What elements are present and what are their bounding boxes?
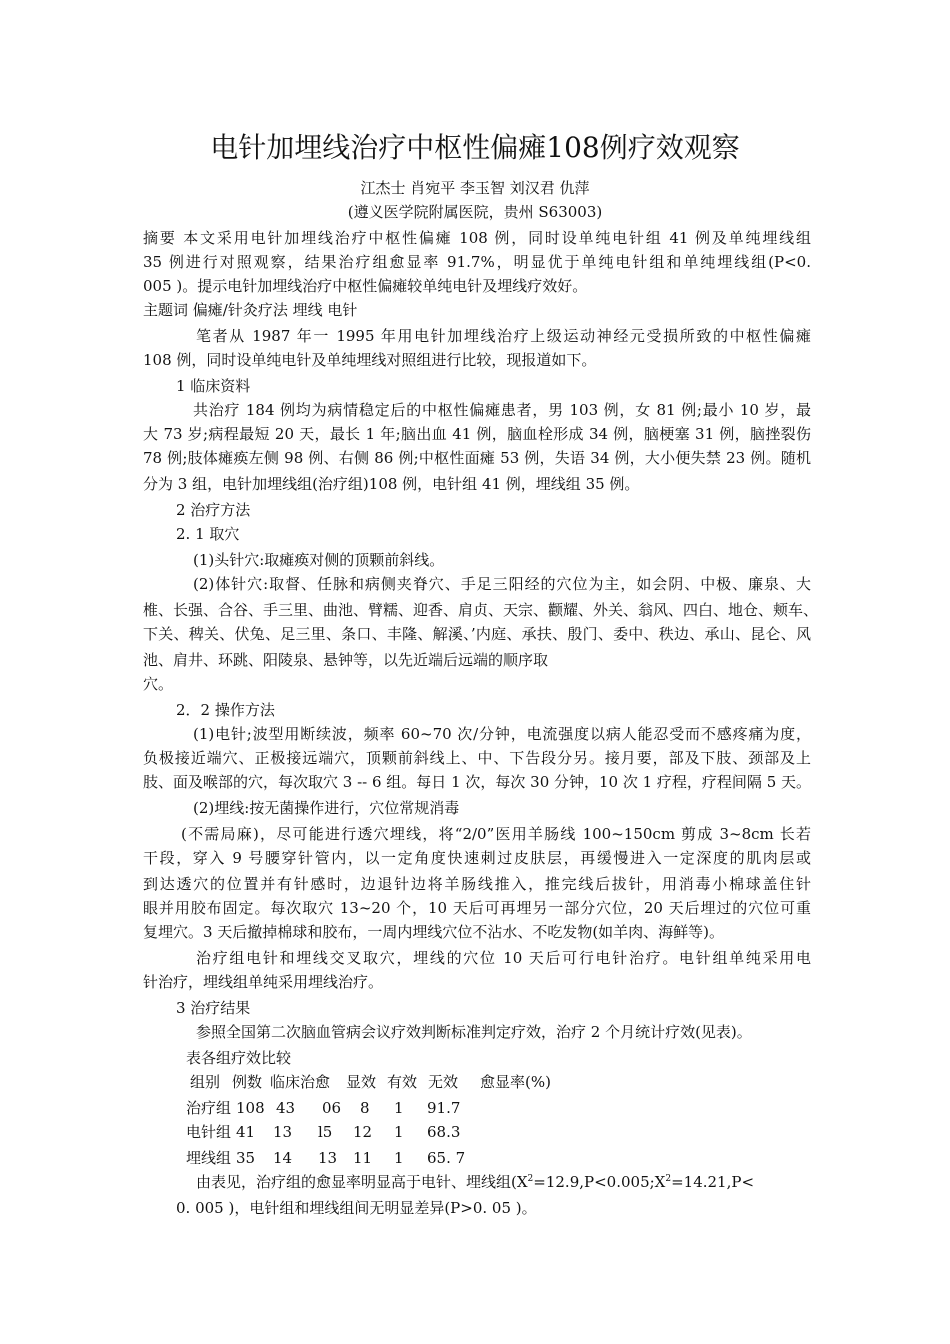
section-heading: 2 治疗方法: [176, 501, 251, 519]
table-cell: 8: [360, 1099, 370, 1117]
paragraph-line: (2)体针穴:取督、任脉和病侧夹脊穴、手足三阳经的穴位为主，如会阴、中极、廉泉、大: [193, 575, 811, 593]
conclusion-line: 0. 005 )，电针组和埋线组间无明显差异(P>0. 05 )。: [176, 1199, 537, 1217]
table-cell: 43: [276, 1099, 296, 1117]
table-cell: 1: [394, 1123, 404, 1141]
table-cell: 1: [394, 1149, 404, 1167]
table-caption: 表各组疗效比较: [186, 1049, 292, 1067]
paragraph-line: 椎、长强、合谷、手三里、曲池、臂糯、迎香、肩贞、天宗、颧耀、外关、翁风、四白、地仓、颊车、: [143, 601, 819, 619]
table-header-cell: 例数: [232, 1073, 263, 1091]
paragraph-line: (2)埋线:按无菌操作进行，穴位常规消毒: [193, 799, 460, 817]
paragraph-line: 参照全国第二次脑血管病会议疗效判断标准判定疗效，治疗 2 个月统计疗效(见表)。: [196, 1023, 752, 1041]
superscript: 2: [527, 1174, 534, 1184]
table-cell: 14: [273, 1149, 293, 1167]
table-cell: 治疗组: [186, 1099, 232, 1117]
table-header-cell: 临床治愈: [270, 1073, 331, 1091]
table-cell: 埋线组: [186, 1149, 232, 1167]
table-cell: 41: [236, 1123, 256, 1141]
paragraph-line: 眼并用胶布固定。每次取穴 13~20 个，10 天后可再埋另一部分穴位，20 天后埋过的穴位可重: [143, 899, 811, 917]
section-heading: 3 治疗结果: [176, 999, 251, 1017]
superscript: 2: [665, 1174, 672, 1184]
paragraph-line: (1)电针;波型用断续波，频率 60~70 次/分钟，电流强度以病人能忍受而不感疼痛为度，: [193, 725, 811, 743]
affiliation: (遵义医学院附属医院，贵州 S63003): [347, 203, 603, 221]
table-header-cell: 显效: [346, 1073, 377, 1091]
paragraph-line: (不需局麻)，尽可能进行透穴埋线，将“2/0”医用羊肠线 100~150cm 剪成 3~8cm 长若: [181, 825, 811, 843]
abstract-line: 005 )。提示电针加埋线治疗中枢性偏瘫较单纯电针及埋线疗效好。: [143, 277, 588, 295]
intro-line: 108 例，同时设单纯电针及单纯埋线对照组进行比较，现报道如下。: [143, 351, 597, 369]
table-cell: 电针组: [186, 1123, 232, 1141]
paragraph-line: 负极接近端穴、正极接远端穴，顶颗前斜线上、中、下告段分另。接月要，部及下肢、颈部及上: [143, 749, 811, 767]
table-header-cell: 组别: [190, 1073, 221, 1091]
paragraph-line: 分为 3 组，电针加埋线组(治疗组)108 例，电针组 41 例，埋线组 35 例。: [143, 475, 640, 493]
paragraph-line: 大 73 岁;病程最短 20 天，最长 1 年;脑出血 41 例，脑血栓形成 34 例，脑梗塞 31 例，脑挫裂伤: [143, 425, 811, 443]
paragraph-line: 复埋穴。3 天后撤掉棉球和胶布，一周内埋线穴位不沾水、不吃发物(如羊肉、海鲜等)。: [143, 923, 725, 941]
conclusion-line: [196, 1170, 766, 1194]
abstract-line: 35 例进行对照观察，结果治疗组愈显率 91.7%，明显优于单纯电针组和单纯埋线组(P<0.: [143, 253, 811, 271]
table-header-cell: 无效: [428, 1073, 459, 1091]
paragraph-line: 池、肩井、环跳、阳陵泉、悬钟等，以先近端后远端的顺序取: [143, 651, 549, 669]
paragraph-line: 针治疗，埋线组单纯采用埋线治疗。: [143, 973, 384, 991]
table-header-cell: 愈显率(%): [480, 1073, 551, 1091]
table-header-cell: 有效: [387, 1073, 418, 1091]
authors: 江杰士 肖宛平 李玉智 刘汉君 仇萍: [360, 179, 590, 197]
paragraph-line: 下关、稗关、伏兔、足三里、条口、丰隆、解溪、’内庭、承扶、殷门、委中、秩边、承山、昆仑、风: [143, 625, 811, 643]
table-cell: 65. 7: [427, 1149, 466, 1167]
paragraph-line: 干段，穿入 9 号腰穿针管内，以一定角度快速刺过皮肤层，再缓慢进入一定深度的肌肉层或: [143, 849, 811, 867]
table-cell: 35: [236, 1149, 256, 1167]
conclusion-text: =14.21,P<: [671, 1173, 755, 1191]
paragraph-line: 治疗组电针和埋线交叉取穴，埋线的穴位 10 天后可行电针治疗。电针组单纯采用电: [196, 949, 811, 967]
table-cell: 68.3: [427, 1123, 461, 1141]
table-cell: 12: [353, 1123, 373, 1141]
subsection-heading: 2. 1 取穴: [176, 525, 240, 543]
keywords: 主题词 偏瘫/针灸疗法 埋线 电针: [143, 301, 358, 319]
conclusion-text: =12.9,P<0.005;X: [533, 1173, 666, 1191]
paragraph-line: 到达透穴的位置并有针感时，边退针边将羊肠线推入，推完线后拔针，用消毒小棉球盖住针: [143, 875, 811, 893]
table-cell: 108: [236, 1099, 265, 1117]
table-cell: 1: [394, 1099, 404, 1117]
table-cell: 06: [322, 1099, 342, 1117]
paragraph-line: 穴。: [143, 675, 174, 693]
table-cell: 13: [273, 1123, 293, 1141]
paragraph-line: 共治疗 184 例均为病情稳定后的中枢性偏瘫患者，男 103 例，女 81 例;最小 10 岁，最: [193, 401, 811, 419]
conclusion-text: 由表见，治疗组的愈显率明显高于电针、埋线组(X: [196, 1173, 528, 1191]
paragraph-line: 78 例;肢体瘫痪左侧 98 例、右侧 86 例;中枢性面瘫 53 例，失语 34 例，大小便失禁 23 例。随机: [143, 449, 811, 467]
table-cell: 91.7: [427, 1099, 461, 1117]
subsection-heading: 2．2 操作方法: [176, 701, 275, 719]
table-cell: 13: [318, 1149, 338, 1167]
abstract-line: 摘要 本文采用电针加埋线治疗中枢性偏瘫 108 例，同时设单纯电针组 41 例及单纯埋线组: [143, 229, 811, 247]
paragraph-line: 肢、面及喉部的穴，每次取穴 3 -- 6 组。每日 1 次，每次 30 分钟，10 次 1 疗程，疗程间隔 5 天。: [143, 773, 812, 791]
table-cell: l5: [318, 1123, 333, 1141]
intro-line: 笔者从 1987 年一 1995 年用电针加埋线治疗上级运动神经元受损所致的中枢性偏瘫: [196, 327, 811, 345]
table-cell: 11: [353, 1149, 373, 1167]
article-title: 电针加埋线治疗中枢性偏瘫108例疗效观察: [210, 131, 740, 164]
paragraph-line: (1)头针穴:取瘫痪对侧的顶颗前斜线。: [193, 551, 445, 569]
section-heading: 1 临床资料: [176, 377, 251, 395]
